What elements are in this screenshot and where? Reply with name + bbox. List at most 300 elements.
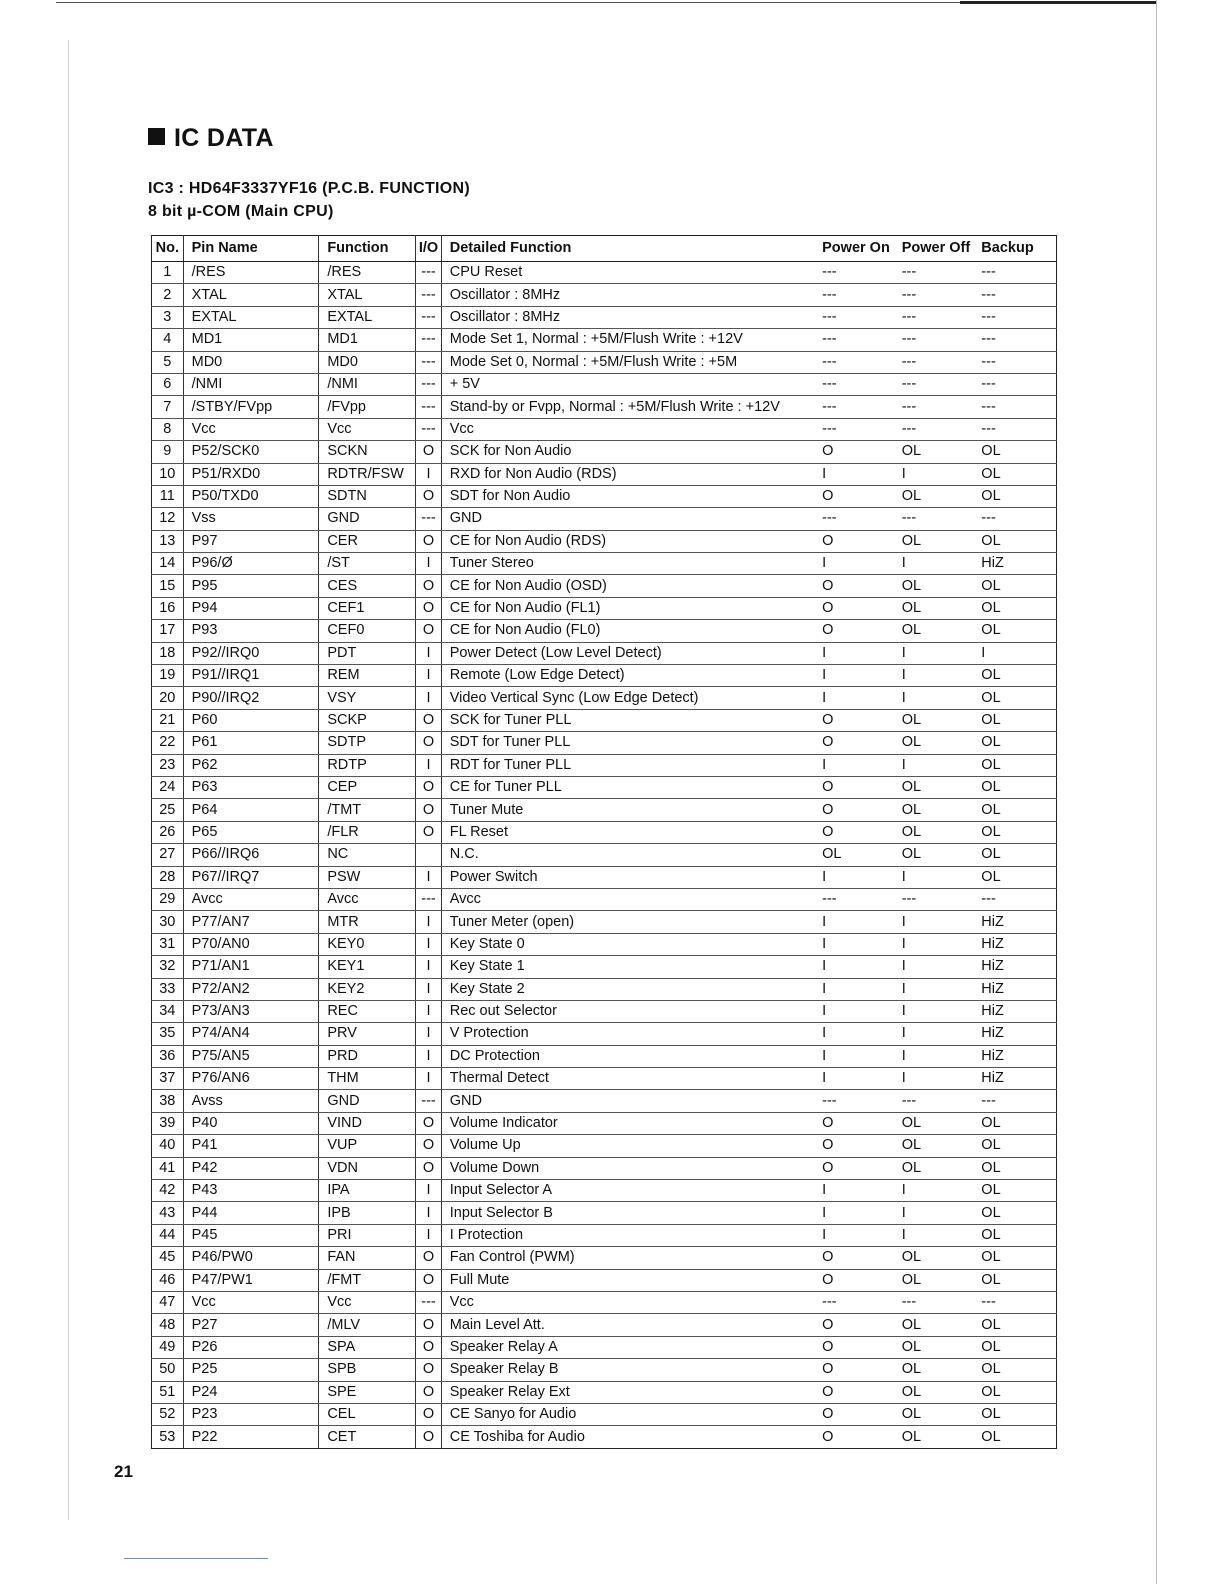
- table-row: [152, 1068, 1057, 1090]
- cell-power-off: OL: [894, 1112, 974, 1134]
- cell-backup: OL: [973, 463, 1056, 485]
- cell-backup: OL: [973, 1426, 1056, 1448]
- cell-no: 7: [152, 396, 184, 418]
- cell-pin-name: P71/AN1: [183, 956, 319, 978]
- cell-power-off: ---: [894, 306, 974, 328]
- cell-detailed-function: Input Selector A: [441, 1180, 814, 1202]
- cell-io: O: [416, 530, 442, 552]
- top-rule-accent: [960, 1, 1156, 4]
- cell-detailed-function: + 5V: [441, 373, 814, 395]
- cell-pin-name: P96/Ø: [183, 553, 319, 575]
- header-pin-name: Pin Name: [183, 236, 319, 262]
- table-row: [152, 1359, 1057, 1381]
- cell-backup: OL: [973, 1135, 1056, 1157]
- cell-pin-name: P72/AN2: [183, 978, 319, 1000]
- cell-power-on: I: [814, 866, 894, 888]
- table-row: [152, 799, 1057, 821]
- cell-power-on: I: [814, 463, 894, 485]
- cell-power-off: OL: [894, 1314, 974, 1336]
- header-detailed-function: Detailed Function: [441, 236, 814, 262]
- cell-io: ---: [416, 418, 442, 440]
- cell-no: 46: [152, 1269, 184, 1291]
- cell-io: ---: [416, 373, 442, 395]
- cell-function: PSW: [319, 866, 416, 888]
- cell-power-on: I: [814, 553, 894, 575]
- cell-power-off: ---: [894, 329, 974, 351]
- cell-function: IPA: [319, 1180, 416, 1202]
- cell-detailed-function: Remote (Low Edge Detect): [441, 665, 814, 687]
- cell-io: I: [416, 1224, 442, 1246]
- cell-io: O: [416, 1112, 442, 1134]
- cell-no: 15: [152, 575, 184, 597]
- cell-backup: ---: [973, 262, 1056, 284]
- table-row: [152, 1045, 1057, 1067]
- cell-detailed-function: Video Vertical Sync (Low Edge Detect): [441, 687, 814, 709]
- cell-pin-name: P93: [183, 620, 319, 642]
- cell-pin-name: P95: [183, 575, 319, 597]
- cell-io: I: [416, 911, 442, 933]
- cell-pin-name: P61: [183, 732, 319, 754]
- cell-backup: OL: [973, 1403, 1056, 1425]
- page-number: 21: [114, 1462, 133, 1481]
- cell-backup: HiZ: [973, 1068, 1056, 1090]
- table-row: [152, 373, 1057, 395]
- cell-io: O: [416, 1247, 442, 1269]
- cell-backup: OL: [973, 1247, 1056, 1269]
- cell-power-on: OL: [814, 844, 894, 866]
- cell-detailed-function: Main Level Att.: [441, 1314, 814, 1336]
- cell-function: MTR: [319, 911, 416, 933]
- cell-function: SPB: [319, 1359, 416, 1381]
- cell-backup: OL: [973, 1314, 1056, 1336]
- table-row: [152, 956, 1057, 978]
- cell-power-on: I: [814, 1000, 894, 1022]
- cell-pin-name: XTAL: [183, 284, 319, 306]
- cell-no: 48: [152, 1314, 184, 1336]
- cell-backup: OL: [973, 776, 1056, 798]
- cell-io: I: [416, 1068, 442, 1090]
- cell-function: /FMT: [319, 1269, 416, 1291]
- cell-detailed-function: Oscillator : 8MHz: [441, 284, 814, 306]
- cell-function: CEF1: [319, 597, 416, 619]
- cell-function: EXTAL: [319, 306, 416, 328]
- table-row: [152, 553, 1057, 575]
- cell-detailed-function: RXD for Non Audio (RDS): [441, 463, 814, 485]
- cell-backup: HiZ: [973, 1000, 1056, 1022]
- right-margin-rule: [1156, 0, 1157, 1584]
- cell-no: 14: [152, 553, 184, 575]
- cell-io: O: [416, 1381, 442, 1403]
- table-row: [152, 262, 1057, 284]
- cell-no: 47: [152, 1291, 184, 1313]
- cell-power-on: ---: [814, 373, 894, 395]
- cell-backup: HiZ: [973, 1045, 1056, 1067]
- cell-no: 6: [152, 373, 184, 395]
- cell-detailed-function: CE for Non Audio (FL1): [441, 597, 814, 619]
- cell-power-on: I: [814, 1023, 894, 1045]
- header-power-off: Power Off: [894, 236, 974, 262]
- cell-pin-name: P92//IRQ0: [183, 642, 319, 664]
- table-row: [152, 284, 1057, 306]
- cell-function: /FVpp: [319, 396, 416, 418]
- cell-function: CEP: [319, 776, 416, 798]
- cell-pin-name: P74/AN4: [183, 1023, 319, 1045]
- cell-power-on: ---: [814, 284, 894, 306]
- cell-backup: OL: [973, 530, 1056, 552]
- cell-power-off: OL: [894, 709, 974, 731]
- cell-power-off: ---: [894, 508, 974, 530]
- table-row: [152, 1291, 1057, 1313]
- cell-no: 11: [152, 485, 184, 507]
- cell-pin-name: /RES: [183, 262, 319, 284]
- cell-power-on: ---: [814, 329, 894, 351]
- cell-detailed-function: Mode Set 0, Normal : +5M/Flush Write : +5M: [441, 351, 814, 373]
- cell-pin-name: P44: [183, 1202, 319, 1224]
- cell-power-on: O: [814, 597, 894, 619]
- cell-power-off: OL: [894, 732, 974, 754]
- cell-no: 49: [152, 1336, 184, 1358]
- cell-no: 51: [152, 1381, 184, 1403]
- cell-power-on: I: [814, 978, 894, 1000]
- cell-no: 41: [152, 1157, 184, 1179]
- cell-power-on: O: [814, 1336, 894, 1358]
- cell-no: 5: [152, 351, 184, 373]
- cell-pin-name: P42: [183, 1157, 319, 1179]
- cell-backup: OL: [973, 485, 1056, 507]
- cell-pin-name: P70/AN0: [183, 933, 319, 955]
- cell-detailed-function: Thermal Detect: [441, 1068, 814, 1090]
- cell-detailed-function: Power Detect (Low Level Detect): [441, 642, 814, 664]
- cell-function: Vcc: [319, 1291, 416, 1313]
- cell-no: 21: [152, 709, 184, 731]
- cell-power-on: O: [814, 1403, 894, 1425]
- cell-backup: OL: [973, 799, 1056, 821]
- pin-table-body: [152, 262, 1057, 1449]
- cell-function: KEY1: [319, 956, 416, 978]
- cell-pin-name: Vcc: [183, 1291, 319, 1313]
- cell-backup: ---: [973, 284, 1056, 306]
- cell-detailed-function: CPU Reset: [441, 262, 814, 284]
- cell-no: 24: [152, 776, 184, 798]
- cell-detailed-function: CE for Non Audio (OSD): [441, 575, 814, 597]
- cell-pin-name: P62: [183, 754, 319, 776]
- cell-io: O: [416, 1403, 442, 1425]
- cell-io: O: [416, 1135, 442, 1157]
- cell-power-off: I: [894, 754, 974, 776]
- cell-pin-name: P25: [183, 1359, 319, 1381]
- cell-function: REC: [319, 1000, 416, 1022]
- cell-function: RDTP: [319, 754, 416, 776]
- cell-power-on: ---: [814, 262, 894, 284]
- section-title: [148, 124, 274, 153]
- table-row: [152, 866, 1057, 888]
- cell-power-off: OL: [894, 1135, 974, 1157]
- cell-function: VSY: [319, 687, 416, 709]
- cell-pin-name: P90//IRQ2: [183, 687, 319, 709]
- cell-backup: OL: [973, 1224, 1056, 1246]
- cell-backup: OL: [973, 844, 1056, 866]
- cell-no: 17: [152, 620, 184, 642]
- cell-function: CEL: [319, 1403, 416, 1425]
- table-row: [152, 485, 1057, 507]
- cell-backup: HiZ: [973, 978, 1056, 1000]
- cell-io: I: [416, 463, 442, 485]
- cell-power-on: ---: [814, 1090, 894, 1112]
- cell-power-off: OL: [894, 776, 974, 798]
- cell-pin-name: P75/AN5: [183, 1045, 319, 1067]
- cell-pin-name: P46/PW0: [183, 1247, 319, 1269]
- cell-no: 35: [152, 1023, 184, 1045]
- table-row: [152, 1403, 1057, 1425]
- cell-no: 4: [152, 329, 184, 351]
- cell-function: /RES: [319, 262, 416, 284]
- cell-io: O: [416, 1359, 442, 1381]
- cell-io: O: [416, 776, 442, 798]
- cell-detailed-function: Volume Indicator: [441, 1112, 814, 1134]
- cell-io: ---: [416, 284, 442, 306]
- cell-power-on: O: [814, 1426, 894, 1448]
- cell-io: O: [416, 620, 442, 642]
- cell-power-off: ---: [894, 351, 974, 373]
- cell-power-on: O: [814, 821, 894, 843]
- table-row: [152, 463, 1057, 485]
- cell-power-off: I: [894, 1045, 974, 1067]
- cell-detailed-function: Tuner Stereo: [441, 553, 814, 575]
- cell-backup: HiZ: [973, 1023, 1056, 1045]
- table-row: [152, 1247, 1057, 1269]
- cell-backup: ---: [973, 1090, 1056, 1112]
- cell-io: ---: [416, 888, 442, 910]
- table-row: [152, 709, 1057, 731]
- table-row: [152, 1000, 1057, 1022]
- cell-detailed-function: GND: [441, 508, 814, 530]
- table-row: [152, 1381, 1057, 1403]
- cell-backup: OL: [973, 754, 1056, 776]
- cell-io: ---: [416, 306, 442, 328]
- cell-detailed-function: Stand-by or Fvpp, Normal : +5M/Flush Write : +12V: [441, 396, 814, 418]
- cell-detailed-function: CE Toshiba for Audio: [441, 1426, 814, 1448]
- cell-no: 13: [152, 530, 184, 552]
- table-row: [152, 597, 1057, 619]
- cell-power-off: I: [894, 978, 974, 1000]
- cell-power-off: I: [894, 1202, 974, 1224]
- cell-detailed-function: Speaker Relay A: [441, 1336, 814, 1358]
- cell-io: I: [416, 933, 442, 955]
- cell-power-on: I: [814, 933, 894, 955]
- cell-backup: HiZ: [973, 956, 1056, 978]
- cell-backup: OL: [973, 866, 1056, 888]
- table-row: [152, 933, 1057, 955]
- cell-io: O: [416, 1336, 442, 1358]
- cell-io: I: [416, 553, 442, 575]
- cell-no: 44: [152, 1224, 184, 1246]
- cell-power-off: ---: [894, 418, 974, 440]
- cell-function: /NMI: [319, 373, 416, 395]
- cell-no: 43: [152, 1202, 184, 1224]
- cell-power-on: I: [814, 687, 894, 709]
- cell-backup: OL: [973, 597, 1056, 619]
- cell-pin-name: P40: [183, 1112, 319, 1134]
- cell-no: 37: [152, 1068, 184, 1090]
- table-row: [152, 821, 1057, 843]
- cell-io: O: [416, 1269, 442, 1291]
- cell-pin-name: Avcc: [183, 888, 319, 910]
- cell-backup: ---: [973, 888, 1056, 910]
- table-row: [152, 732, 1057, 754]
- cell-detailed-function: V Protection: [441, 1023, 814, 1045]
- cell-function: PDT: [319, 642, 416, 664]
- cell-pin-name: P66//IRQ6: [183, 844, 319, 866]
- cell-detailed-function: FL Reset: [441, 821, 814, 843]
- cell-power-on: O: [814, 1135, 894, 1157]
- cell-power-off: OL: [894, 575, 974, 597]
- cell-power-on: ---: [814, 418, 894, 440]
- cell-no: 28: [152, 866, 184, 888]
- cell-detailed-function: SCK for Non Audio: [441, 441, 814, 463]
- table-row: [152, 1426, 1057, 1448]
- cell-io: I: [416, 1045, 442, 1067]
- cell-power-on: O: [814, 709, 894, 731]
- table-row: [152, 911, 1057, 933]
- table-row: [152, 1112, 1057, 1134]
- header-io: I/O: [416, 236, 442, 262]
- cell-io: I: [416, 642, 442, 664]
- cell-function: SDTN: [319, 485, 416, 507]
- cell-io: O: [416, 1157, 442, 1179]
- cell-power-on: O: [814, 575, 894, 597]
- cell-io: O: [416, 799, 442, 821]
- cell-no: 22: [152, 732, 184, 754]
- cell-pin-name: P50/TXD0: [183, 485, 319, 507]
- cell-power-on: O: [814, 1157, 894, 1179]
- cell-no: 26: [152, 821, 184, 843]
- cell-io: O: [416, 485, 442, 507]
- cell-function: FAN: [319, 1247, 416, 1269]
- cell-power-off: ---: [894, 396, 974, 418]
- cell-detailed-function: CE for Tuner PLL: [441, 776, 814, 798]
- left-margin-rule: [68, 40, 69, 1520]
- cell-power-on: O: [814, 799, 894, 821]
- cell-function: SCKP: [319, 709, 416, 731]
- cell-power-off: I: [894, 687, 974, 709]
- cell-pin-name: P22: [183, 1426, 319, 1448]
- cell-power-off: ---: [894, 373, 974, 395]
- cell-power-off: OL: [894, 441, 974, 463]
- cell-no: 8: [152, 418, 184, 440]
- cell-backup: ---: [973, 418, 1056, 440]
- cell-backup: ---: [973, 508, 1056, 530]
- cell-power-on: O: [814, 441, 894, 463]
- cell-detailed-function: Speaker Relay Ext: [441, 1381, 814, 1403]
- cell-function: SCKN: [319, 441, 416, 463]
- cell-power-on: ---: [814, 508, 894, 530]
- cell-pin-name: /NMI: [183, 373, 319, 395]
- cell-backup: ---: [973, 1291, 1056, 1313]
- cell-function: PRI: [319, 1224, 416, 1246]
- cell-power-off: I: [894, 1000, 974, 1022]
- cell-power-on: O: [814, 485, 894, 507]
- cell-detailed-function: Speaker Relay B: [441, 1359, 814, 1381]
- cell-detailed-function: Input Selector B: [441, 1202, 814, 1224]
- table-row: [152, 978, 1057, 1000]
- cell-io: ---: [416, 329, 442, 351]
- cell-backup: OL: [973, 1157, 1056, 1179]
- cell-power-on: ---: [814, 306, 894, 328]
- cell-backup: ---: [973, 306, 1056, 328]
- cell-pin-name: Vcc: [183, 418, 319, 440]
- table-row: [152, 575, 1057, 597]
- cell-backup: ---: [973, 329, 1056, 351]
- cell-detailed-function: Oscillator : 8MHz: [441, 306, 814, 328]
- cell-power-on: I: [814, 1224, 894, 1246]
- cell-function: VIND: [319, 1112, 416, 1134]
- cell-power-off: I: [894, 553, 974, 575]
- table-row: [152, 1180, 1057, 1202]
- cell-detailed-function: Power Switch: [441, 866, 814, 888]
- cell-backup: HiZ: [973, 933, 1056, 955]
- table-row: [152, 441, 1057, 463]
- cell-power-on: I: [814, 754, 894, 776]
- cell-no: 42: [152, 1180, 184, 1202]
- cell-no: 50: [152, 1359, 184, 1381]
- cell-backup: OL: [973, 709, 1056, 731]
- cell-function: PRD: [319, 1045, 416, 1067]
- cell-backup: OL: [973, 620, 1056, 642]
- pin-table: [151, 235, 1057, 1449]
- cell-io: I: [416, 1202, 442, 1224]
- ic-subheading: 8 bit µ-COM (Main CPU): [148, 203, 334, 220]
- cell-power-on: O: [814, 732, 894, 754]
- cell-pin-name: P65: [183, 821, 319, 843]
- cell-function: /FLR: [319, 821, 416, 843]
- cell-function: MD0: [319, 351, 416, 373]
- cell-power-off: OL: [894, 1336, 974, 1358]
- cell-power-off: OL: [894, 1403, 974, 1425]
- cell-io: I: [416, 1000, 442, 1022]
- header-backup: Backup: [973, 236, 1056, 262]
- cell-power-off: ---: [894, 1090, 974, 1112]
- table-row: [152, 329, 1057, 351]
- cell-detailed-function: GND: [441, 1090, 814, 1112]
- cell-power-off: ---: [894, 1291, 974, 1313]
- cell-backup: OL: [973, 687, 1056, 709]
- cell-io: ---: [416, 1090, 442, 1112]
- cell-no: 38: [152, 1090, 184, 1112]
- cell-power-off: I: [894, 866, 974, 888]
- table-row: [152, 1336, 1057, 1358]
- cell-pin-name: MD0: [183, 351, 319, 373]
- cell-pin-name: Avss: [183, 1090, 319, 1112]
- cell-power-on: O: [814, 530, 894, 552]
- cell-no: 34: [152, 1000, 184, 1022]
- cell-detailed-function: Fan Control (PWM): [441, 1247, 814, 1269]
- cell-function: /MLV: [319, 1314, 416, 1336]
- table-row: [152, 776, 1057, 798]
- cell-power-on: ---: [814, 1291, 894, 1313]
- table-row: [152, 306, 1057, 328]
- cell-backup: ---: [973, 373, 1056, 395]
- cell-function: CEF0: [319, 620, 416, 642]
- table-row: [152, 642, 1057, 664]
- cell-function: KEY2: [319, 978, 416, 1000]
- cell-io: I: [416, 754, 442, 776]
- cell-function: CES: [319, 575, 416, 597]
- cell-io: O: [416, 441, 442, 463]
- cell-power-on: O: [814, 1381, 894, 1403]
- cell-function: PRV: [319, 1023, 416, 1045]
- cell-detailed-function: CE for Non Audio (RDS): [441, 530, 814, 552]
- cell-power-on: O: [814, 1112, 894, 1134]
